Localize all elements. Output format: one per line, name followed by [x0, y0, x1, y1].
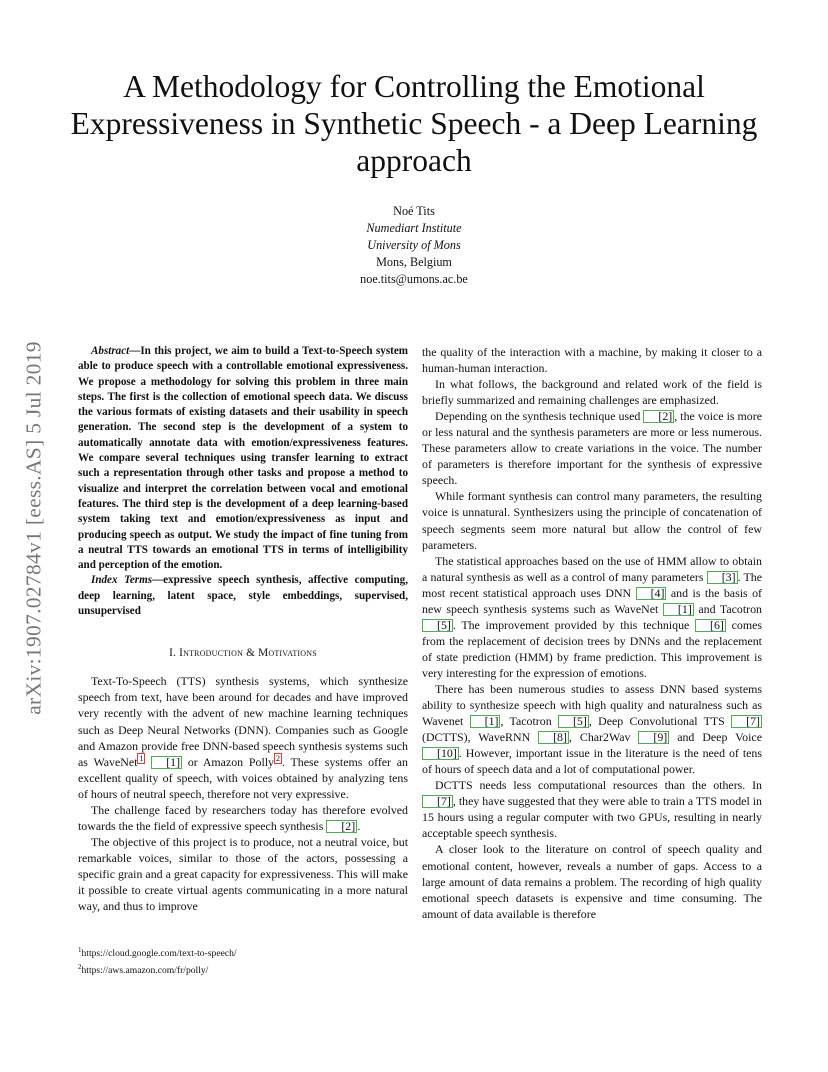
paragraph-statistical: The statistical approaches based on the use of HMM allow to obtain a natural synthesis as well as a control of many parameters [3] . The most recent statistical approach uses DNN [4] and is the basis of new speech synthesis systems such as WaveNet [1] and Tacotron [5] . The improvement provided by this technique [6] comes from the replacement of decision trees by DNNs and the replacement of state prediction (HMM) by frame prediction. This improvement is very interesting for the expression of emotions.: [422, 553, 762, 680]
index-terms-lead: Index Terms: [91, 574, 153, 587]
footnote-url-1[interactable]: https://cloud.google.com/text-to-speech/: [81, 948, 237, 960]
index-terms: [78, 573, 408, 619]
paragraph-gaps: A closer look to the literature on control of speech quality and emotional content, however, reveals a number of gaps. Access to a large amount of data remains a problem. The recording of high quality emotional speech datasets is expensive and time consuming. The amount of data available is therefore: [422, 842, 762, 921]
author-affiliation-1: Numediart Institute: [366, 221, 462, 235]
intro-paragraph-1: Text-To-Speech (TTS) synthesis systems, which synthesize speech from text, have been around for decades and have improved very recently with the advent of new machine learning techniques such as Deep Neural Networks (DNN). Companies such as Google and Amazon provide free DNN-based speech synthesis systems such as WaveNet $^1$ [1] or Amazon Polly $^2$ . These systems offer an excellent quality of speech, with voices obtained by analyzing tens of hours of neutral speech, therefore not very expressive.: [78, 674, 409, 801]
footnote-link-1[interactable]: 1: [139, 753, 144, 763]
citation-link[interactable]: [2]: [326, 820, 357, 833]
footnote-1: $^1$https://cloud.google.com/text-to-speech/: [78, 946, 237, 960]
footnotes: [78, 944, 408, 977]
arxiv-id: arXiv:1907.02784v1 [eess.AS] 5 Jul 2019: [21, 341, 46, 715]
citation-link[interactable]: [8]: [538, 731, 569, 744]
section-title: Introduction & Motivations: [179, 647, 317, 660]
citation-link[interactable]: [7]: [731, 715, 762, 728]
section-number: I.: [169, 647, 177, 660]
author-affiliation-2: University of Mons: [367, 238, 461, 252]
author-name: Noé Tits: [393, 204, 435, 218]
citation-link[interactable]: [1]: [470, 715, 501, 728]
citation-link[interactable]: [3]: [707, 571, 738, 584]
citation-link[interactable]: [1]: [151, 756, 182, 769]
citation-link[interactable]: [2]: [643, 410, 674, 423]
paragraph-synthesis-technique: Depending on the synthesis technique used [2] , the voice is more or less natural and the synthesis parameters are more or less numerous. These parameters allow to create variations in the voice. The number of parameters is therefore important for the synthesis of expressive speech.: [422, 409, 762, 488]
citation-link[interactable]: [5]: [422, 619, 453, 632]
paragraph-dnn-studies: There has been numerous studies to assess DNN based systems ability to synthesize speech with high quality and naturalness such as Wavenet [1] , Tacotron [5] , Deep Convolutional TTS [7] (DCTTS), WaveRNN [8] , Char2Wav [9] and Deep Voice [10] . However, important issue in the literature is the need of tens of hours of speech data and a lot of computational power.: [422, 681, 762, 777]
author-location: Mons, Belgium: [376, 255, 452, 269]
paragraph-formant: While formant synthesis can control many parameters, the resulting voice is unnatural. Synthesizers using the principle of concatenation of speech segments seem more natural but allow the control of few parameters.: [422, 489, 762, 552]
left-column: [78, 344, 408, 914]
right-column: [422, 344, 762, 922]
citation-link[interactable]: [9]: [638, 731, 669, 744]
index-terms-text: —expressive speech synthesis, affective computing, deep learning, latent space, style embeddings, supervised, unsupervised: [78, 574, 408, 618]
citation-link[interactable]: [10]: [422, 747, 459, 760]
footnote-url-2[interactable]: https://aws.amazon.com/fr/polly/: [81, 964, 209, 976]
citation-link[interactable]: [4]: [636, 587, 667, 600]
paper-title: A Methodology for Controlling the Emotional Expressiveness in Synthetic Speech - a Deep Learning approach: [70, 69, 758, 178]
author-email: noe.tits@umons.ac.be: [360, 272, 468, 286]
arxiv-sidebar: [22, 296, 46, 760]
citation-link[interactable]: [6]: [695, 619, 726, 632]
citation-link[interactable]: [5]: [558, 715, 589, 728]
abstract: [78, 344, 408, 573]
abstract-text: —In this project, we aim to build a Text-to-Speech system able to produce speech with a controllable emotional expressiveness. We propose a methodology for solving this problem in three main steps. The first is the collection of emotional speech data. We discuss the various formats of existing datasets and their usability in speech generation. The second step is the development of a system to automatically annotate data with emotion/expressiveness features. We compare several techniques using transfer learning to extract such a representation through other tasks and propose a method to visualize and interpret the correlation between vocal and emotional features. The third step is the development of a deep learning-based system taking text and emotion/expressiveness as input and producing speech as output. We study the impact of fine tuning from a neutral TTS towards an emotional TTS in terms of intelligibility and perception of the emotion.: [78, 345, 408, 572]
section-heading: [78, 645, 408, 661]
paragraph-dctts: DCTTS needs less computational resources than the others. In [7] , they have suggested that they were able to train a TTS model in 15 hours using a regular computer with two GPUs, resulting in nearly acceptable speech synthesis.: [422, 778, 762, 841]
intro-paragraph-3: The objective of this project is to produce, not a neutral voice, but remarkable voices, similar to those of the actors, possessing a specific grain and a great capacity for expressiveness. This will make it possible to create virtual agents communicating in a more natural way, and thus to improve: [78, 834, 408, 914]
paragraph-background: In what follows, the background and related work of the field is briefly summarized and remaining challenges are emphasized.: [422, 377, 762, 408]
citation-link[interactable]: [7]: [422, 795, 453, 808]
footnote-link-2[interactable]: 2: [276, 753, 281, 763]
intro-paragraph-2: The challenge faced by researchers today has therefore evolved towards the the field of expressive speech synthesis [2] .: [78, 802, 408, 833]
abstract-lead: Abstract: [91, 345, 130, 357]
author-block: [250, 203, 578, 288]
citation-link[interactable]: [1]: [663, 603, 694, 616]
footnote-2: $^2$https://aws.amazon.com/fr/polly/: [78, 962, 209, 976]
continued-paragraph: the quality of the interaction with a machine, by making it closer to a human-human interaction.: [422, 345, 762, 376]
